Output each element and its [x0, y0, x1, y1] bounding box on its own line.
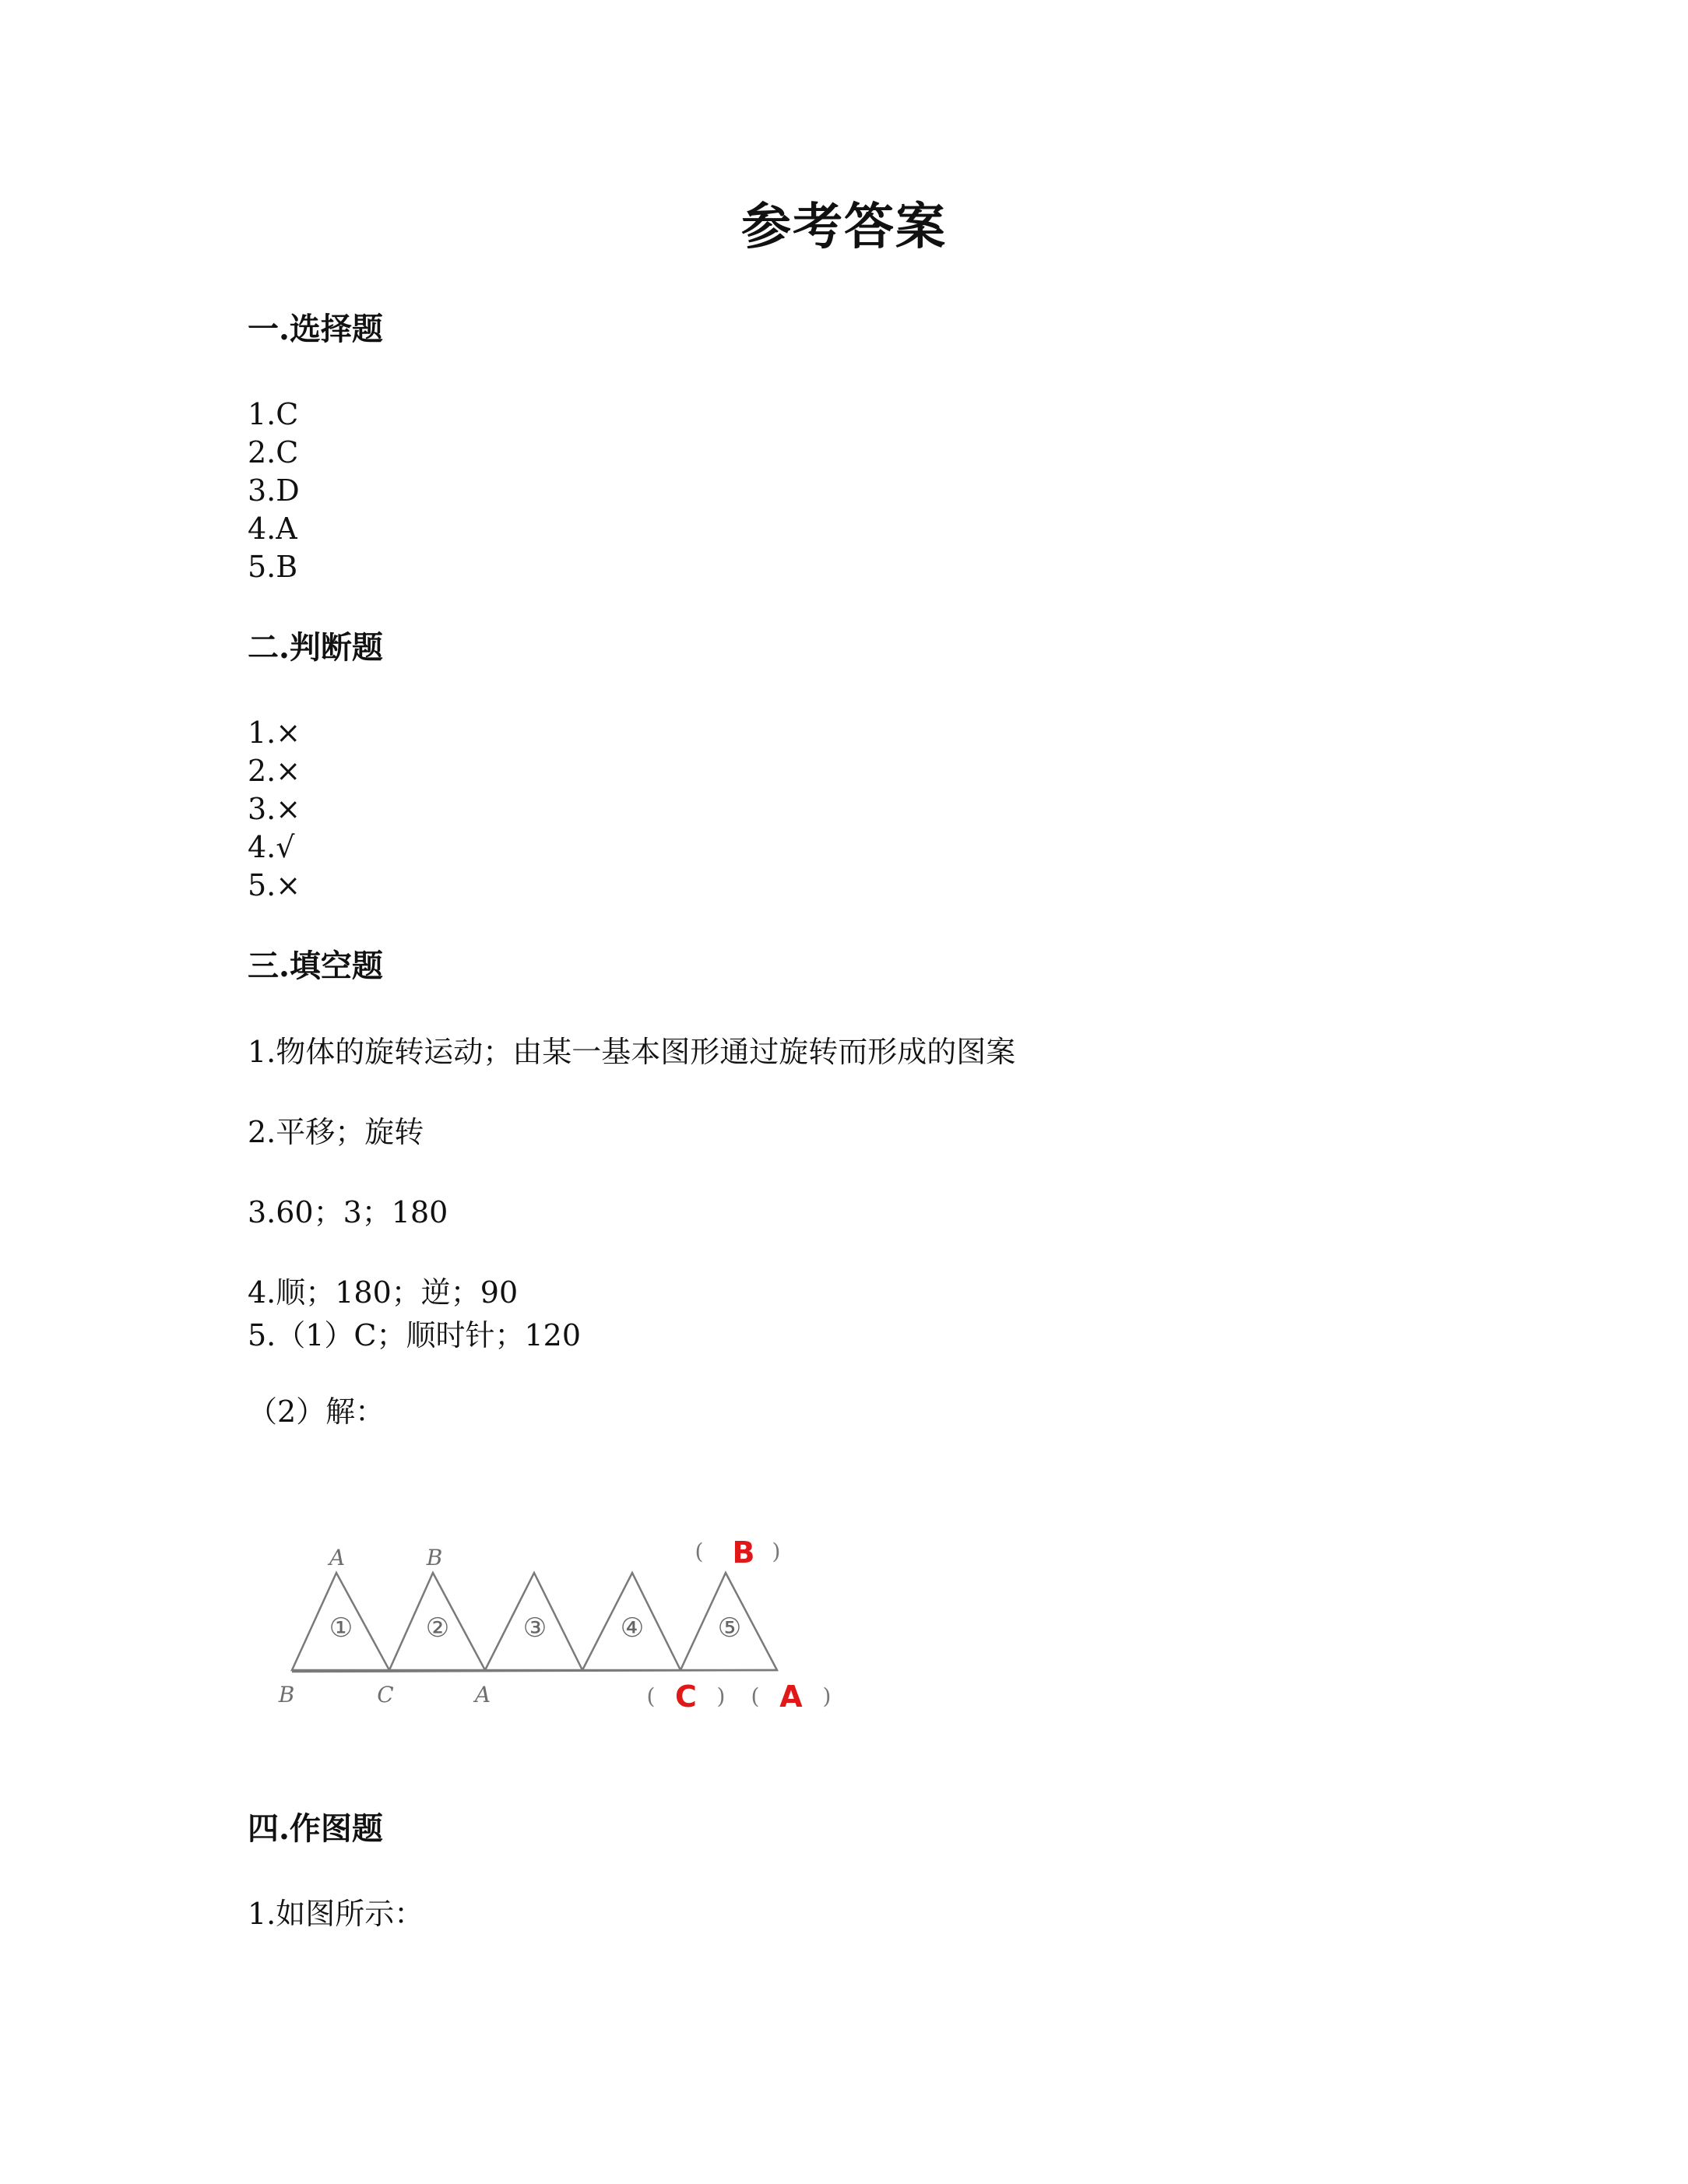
vertex-label: A [474, 1682, 491, 1707]
paren-close: ) [716, 1683, 726, 1709]
answer-line: 4.A [248, 512, 297, 546]
section-heading-choice: 一.选择题 [248, 311, 383, 347]
vertex-label: B [278, 1682, 295, 1707]
paren-close: ) [822, 1683, 832, 1709]
triangle-number: ① [329, 1613, 353, 1644]
vertex-label: A [329, 1545, 346, 1570]
answer-line: 2.平移；旋转 [248, 1115, 424, 1149]
answer-vertex-label: A [779, 1679, 803, 1714]
answer-line: 5.（1）C；顺时针；120 [248, 1318, 582, 1352]
answer-vertex-label: C [675, 1679, 697, 1714]
vertex-label: C [377, 1682, 394, 1707]
answer-line: 3.60；3；180 [248, 1195, 448, 1229]
paren-open: ( [695, 1539, 704, 1564]
paren-open: ( [751, 1683, 760, 1709]
answer-line: 5.B [248, 550, 298, 584]
answer-line: 1.如图所示： [248, 1897, 424, 1931]
triangle-number: ④ [620, 1613, 645, 1644]
answer-line: 4.√ [248, 830, 295, 864]
answer-line: 3.D [248, 473, 300, 508]
vertex-label: B [426, 1545, 443, 1570]
answer-line: 4.顺；180；逆；90 [248, 1275, 519, 1310]
answer-line: 1.× [248, 716, 301, 750]
section-heading-judgement: 二.判断题 [248, 629, 383, 666]
triangle-number: ⑤ [717, 1613, 742, 1644]
answer-line: 1.C [248, 397, 299, 431]
answer-line: （2）解： [248, 1394, 385, 1429]
triangle-number: ② [425, 1613, 450, 1644]
answer-vertex-label: B [732, 1535, 755, 1570]
triangle-number: ③ [522, 1613, 547, 1644]
answer-line: 2.× [248, 754, 301, 788]
triangle-rotation-figure [257, 1518, 856, 1721]
answer-line: 2.C [248, 435, 299, 470]
answer-line: 3.× [248, 792, 301, 826]
section-heading-drawing: 四.作图题 [248, 1810, 383, 1847]
paren-close: ) [772, 1539, 781, 1564]
answer-line: 1.物体的旋转运动；由某一基本图形通过旋转而形成的图案 [248, 1035, 1016, 1069]
answer-line: 5.× [248, 868, 301, 902]
section-heading-fill-blank: 三.填空题 [248, 948, 383, 984]
paren-open: ( [646, 1683, 656, 1709]
page-title: 参考答案 [741, 198, 947, 256]
